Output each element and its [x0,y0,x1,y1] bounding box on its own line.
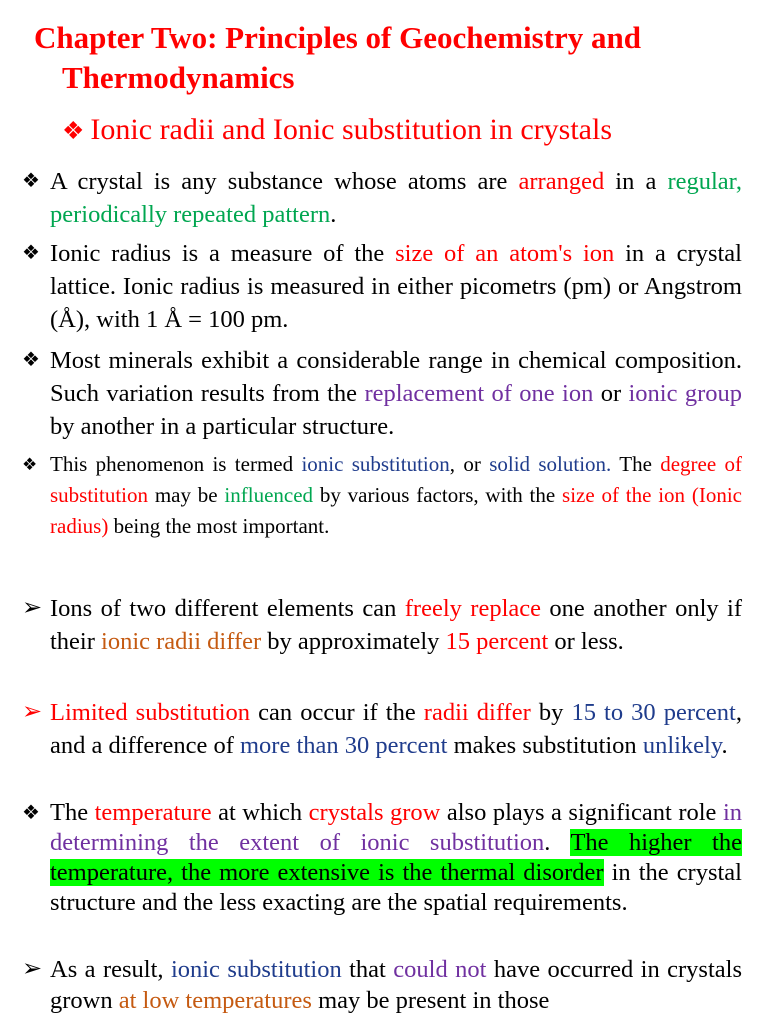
text-run: may be present in those [311,987,550,1014]
text-run: , and a difference of [50,699,742,759]
text-run-highlight: ionic substitution [170,956,342,983]
paragraph-temperature [22,798,742,918]
text-run: also plays a significant role [440,799,723,826]
text-run-highlight: 15 percent [445,628,549,655]
text-run: or less. [548,628,624,655]
text-run-highlight: size of the ion (Ionic radius) [50,483,742,538]
section-heading-text: Ionic radii and Ionic substitution in crystals [90,113,612,146]
text-run: As a result, [50,956,171,983]
diamond-bullet-icon: ❖ [22,455,38,474]
text-run-highlight: at low temperatures [118,987,312,1014]
text-run: have occurred in crystals grown [50,956,742,1014]
text-run: A crystal is any substance whose atoms are [50,168,519,195]
slide-title [34,18,754,98]
arrow-bullet-icon: ➢ [22,956,43,982]
paragraph-limited-substitution [22,696,742,762]
text-run: in a crystal lattice. Ionic radius is measured in either picometrs (pm) or Angstrom (Å), with 1 Å = 100 pm. [50,240,742,333]
diamond-bullet-icon: ❖ [62,118,85,145]
text-run: at which [211,799,309,826]
text-run: by approximately [261,628,446,655]
title-line-2: Thermodynamics [62,60,295,95]
text-run: by another in a particular structure. [50,413,395,440]
text-run: Most minerals exhibit a considerable range in chemical composition. Such variation results from the [50,347,742,407]
diamond-bullet-icon: ❖ [22,242,40,264]
text-run-highlight: ionic group [628,380,742,407]
text-run-highlight: more than 30 percent [240,732,448,759]
text-run: makes substitution [447,732,643,759]
text-run-highlight: Limited substitution [50,699,251,726]
diamond-bullet-icon: ❖ [22,349,40,371]
text-run: may be [148,483,225,507]
text-run-highlight: radii differ [423,699,531,726]
text-run: one another only if their [50,595,742,655]
text-run: that [341,956,394,983]
paragraph-ionic-substitution [22,449,742,542]
text-run: can occur if the [250,699,424,726]
arrow-bullet-icon: ➢ [22,699,43,725]
text-run-highlight: unlikely [642,732,722,759]
text-run: The [50,799,95,826]
text-run: . [721,732,728,759]
paragraph-mineral-composition [22,344,742,443]
text-run: in a [604,168,668,195]
paragraph-result [22,954,742,1016]
text-run-highlight: freely replace [404,595,542,622]
text-run-highlight: 15 to 30 percent [571,699,736,726]
text-run-highlight: temperature [94,799,212,826]
highlighted-text: The higher the temperature, the more extensive is the thermal disorder [50,829,742,886]
text-run: Ions of two different elements can [50,595,405,622]
text-run-highlight: ionic radii differ [101,628,262,655]
diamond-bullet-icon: ❖ [22,170,40,192]
text-run-highlight: replacement of one ion [364,380,594,407]
text-run: . [330,201,337,228]
text-run: . [544,829,571,856]
text-run-highlight: could not [393,956,487,983]
section-heading [62,110,762,152]
diamond-bullet-icon: ❖ [22,802,40,824]
text-run-highlight: size of an atom's ion [395,240,615,267]
text-run: or [593,380,629,407]
text-run-highlight: ionic substitution [301,452,450,476]
text-run: being the most important. [108,514,330,538]
paragraph-free-replacement [22,592,742,658]
paragraph-ionic-radius [22,237,742,336]
title-line-1: Chapter Two: Principles of Geochemistry and [34,20,642,55]
text-run-highlight: degree of substitution [50,452,743,507]
text-run: by various factors, with the [313,483,563,507]
text-run: , or [449,452,490,476]
text-run: The [611,452,661,476]
arrow-bullet-icon: ➢ [22,595,43,621]
text-run: by [530,699,572,726]
text-run-highlight: in determining the extent of ionic substitution [50,799,742,856]
text-run-highlight: crystals grow [308,799,441,826]
text-run-highlight: solid solution. [489,452,612,476]
paragraph-crystal-definition [22,165,742,231]
text-run: in the crystal structure and the less exacting are the spatial requirements. [50,859,742,916]
text-run-highlight: influenced [224,483,314,507]
text-run-highlight: arranged [518,168,605,195]
text-run: Ionic radius is a measure of the [50,240,396,267]
text-run: This phenomenon is termed [50,452,302,476]
text-run-highlight: regular, periodically repeated pattern [50,168,742,228]
